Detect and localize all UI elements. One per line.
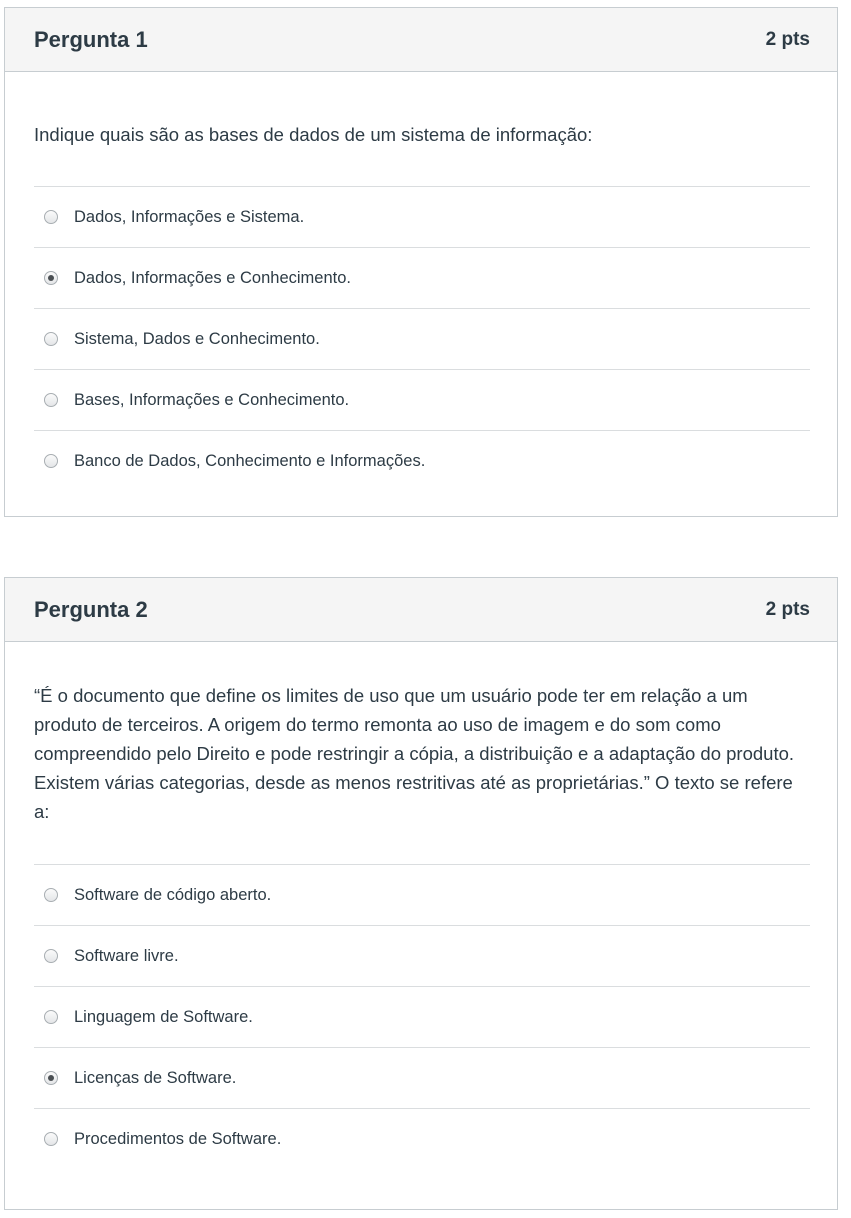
question-1 [4, 7, 838, 517]
answer-list [34, 186, 810, 491]
answer-option[interactable] [34, 308, 810, 369]
answer-option[interactable] [34, 1108, 810, 1169]
answer-list [34, 864, 810, 1169]
radio-button[interactable] [44, 949, 58, 963]
answer-label[interactable]: Dados, Informações e Conhecimento. [74, 268, 351, 287]
answer-label[interactable]: Banco de Dados, Conhecimento e Informações. [74, 451, 426, 470]
answer-label[interactable]: Software livre. [74, 946, 179, 965]
answer-option[interactable] [34, 864, 810, 925]
answer-label[interactable]: Linguagem de Software. [74, 1007, 253, 1026]
question-body [5, 72, 837, 491]
radio-button[interactable] [44, 271, 58, 285]
answer-option[interactable] [34, 1047, 810, 1108]
question-points: 2 pts [765, 28, 810, 50]
radio-button[interactable] [44, 454, 58, 468]
radio-button[interactable] [44, 1132, 58, 1146]
answer-option[interactable] [34, 247, 810, 308]
answer-label[interactable]: Bases, Informações e Conhecimento. [74, 390, 350, 409]
answer-option[interactable] [34, 925, 810, 986]
answer-label[interactable]: Dados, Informações e Sistema. [74, 207, 305, 226]
answer-label[interactable]: Licenças de Software. [74, 1068, 237, 1087]
radio-button[interactable] [44, 1010, 58, 1024]
question-body [5, 642, 837, 1169]
radio-dot-icon [48, 1075, 54, 1081]
radio-dot-icon [48, 275, 54, 281]
answer-label[interactable]: Sistema, Dados e Conhecimento. [74, 329, 320, 348]
radio-button[interactable] [44, 393, 58, 407]
answer-option[interactable] [34, 186, 810, 247]
question-header [5, 8, 837, 72]
question-points: 2 pts [765, 598, 810, 620]
radio-button[interactable] [44, 1071, 58, 1085]
question-2 [4, 577, 838, 1210]
radio-button[interactable] [44, 888, 58, 902]
question-text: Indique quais são as bases de dados de um sistema de informação: [34, 124, 593, 145]
answer-label[interactable]: Procedimentos de Software. [74, 1129, 282, 1148]
answer-option[interactable] [34, 430, 810, 491]
question-header [5, 578, 837, 642]
answer-option[interactable] [34, 986, 810, 1047]
answer-label[interactable]: Software de código aberto. [74, 885, 272, 904]
question-text: “É o documento que define os limites de uso que um usuário pode ter em relação a um produto de terceiros. A origem do termo remonta ao uso de imagem e do som como compreendido pelo Direito e pode restringir a cópia, a distribuição e a adaptação do produto. Existem várias categorias, desde as menos restritivas até as proprietárias.” O texto se refere a: [34, 685, 795, 822]
question-title: Pergunta 2 [34, 596, 148, 622]
radio-button[interactable] [44, 332, 58, 346]
answer-option[interactable] [34, 369, 810, 430]
question-title: Pergunta 1 [34, 26, 148, 52]
radio-button[interactable] [44, 210, 58, 224]
